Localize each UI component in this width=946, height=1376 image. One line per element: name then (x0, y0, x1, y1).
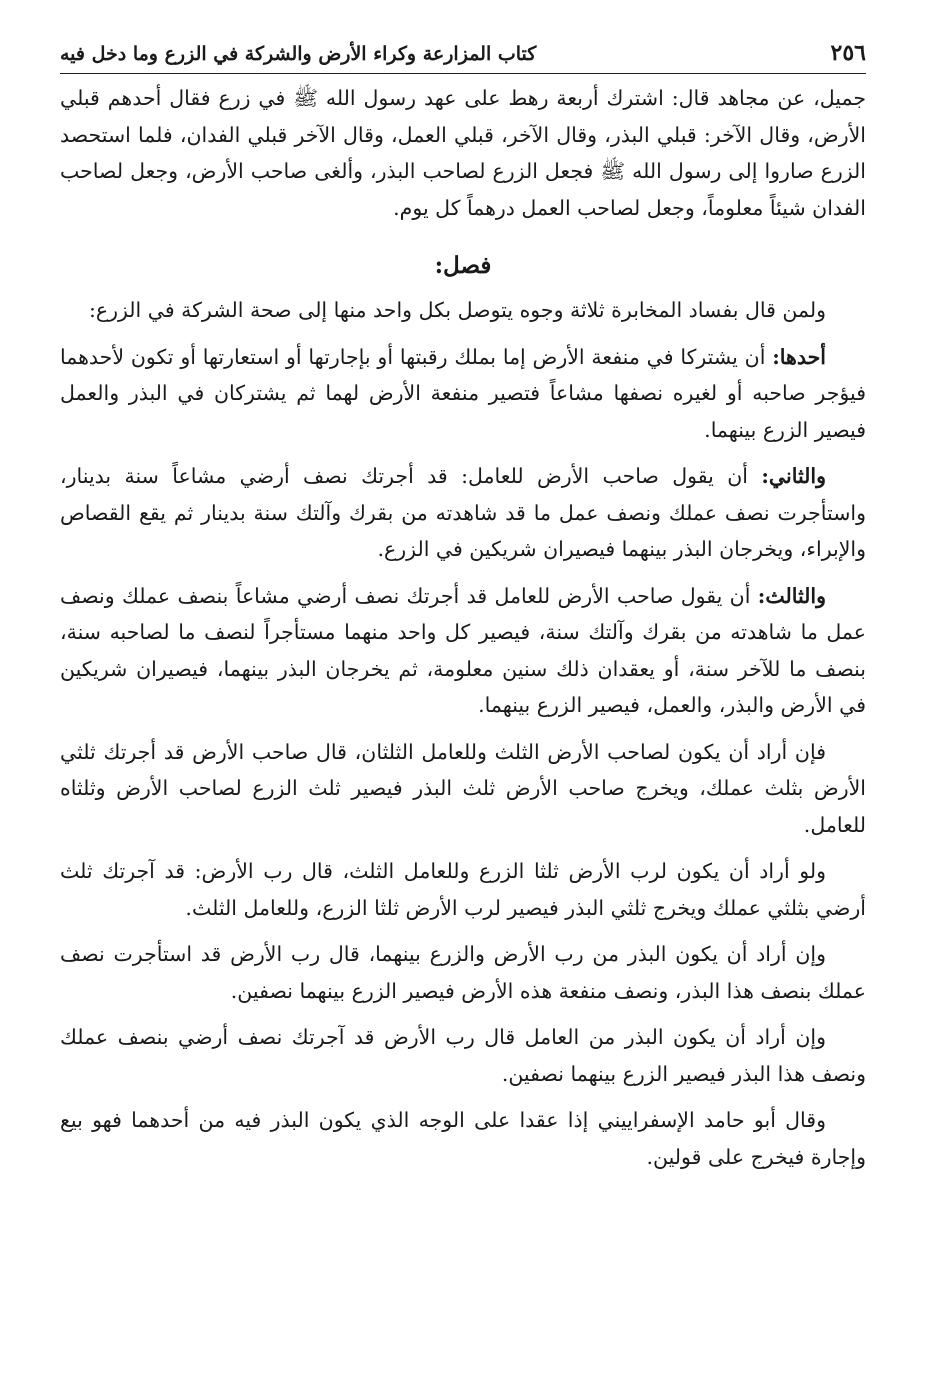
paragraph-intro: ولمن قال بفساد المخابرة ثلاثة وجوه يتوصل بكل واحد منها إلى صحة الشركة في الزرع: (88, 298, 826, 322)
second-way-lead: والثاني: (761, 464, 826, 488)
running-title: كتاب المزارعة وكراء الأرض والشركة في الزرع وما دخل فيه (60, 43, 537, 65)
first-way-text: أن يشتركا في منفعة الأرض إما بملك رقبتها أو بإجارتها أو استعارتها أو تكون لأحدهما فيؤجر صاحبه أو لغيره نصفها مشاعاً فتصير منفعة الأرض لهما ثم يشتركان في البذر والعمل فيصير الزرع بينهما. (60, 344, 866, 442)
paragraph-abu-hamid: وقال أبو حامد الإسفراييني إذا عقدا على الوجه الذي يكون البذر فيه من أحدهما فهو بيع وإجارة فيخرج على قولين. (60, 1108, 866, 1169)
paragraph-two-thirds: ولو أراد أن يكون لرب الأرض ثلثا الزرع وللعامل الثلث، قال رب الأرض: قد آجرتك ثلث أرضي بثلثي عملك ويخرج ثلثي البذر فيصير لرب الأرض ثلثا الزرع، وللعامل الثلث. (60, 859, 866, 920)
section-heading: فصل: (434, 252, 492, 279)
paragraph-seed-from-owner: وإن أراد أن يكون البذر من رب الأرض والزرع بينهما، قال رب الأرض قد استأجرت نصف عملك بنصف هذا البذر، ونصف منفعة هذه الأرض فيصير الزرع بينهما نصفين. (60, 942, 866, 1003)
paragraph-seed-from-worker: وإن أراد أن يكون البذر من العامل قال رب الأرض قد آجرتك نصف أرضي بنصف عملك ونصف هذا البذر فيصير الزرع بينهما نصفين. (60, 1025, 866, 1086)
first-way-lead: أحدها: (772, 344, 826, 369)
book-page (60, 38, 866, 1175)
paragraph-hadith-continuation: جميل، عن مجاهد قال: اشترك أربعة رهط على عهد رسول الله ﷺ في زرع فقال أحدهم قبلي الأرض، وقال الآخر: قبلي البذر، وقال الآخر، قبلي العمل، وقال الآخر قبلي الفدان، فلما استحصد الزرع صاروا إلى رسول الله ﷺ فجعل الزرع لصاحب البذر، وألغى صاحب الأرض، وجعل لصاحب الفدان شيئاً معلوماً، وجعل لصاحب العمل درهماً كل يوم. (60, 86, 866, 220)
third-way-text: أن يقول صاحب الأرض للعامل قد أجرتك نصف أرضي مشاعاً بنصف عملك ونصف عمل ما شاهدته من بقرك وآلتك سنة، فيصير كل واحد منهما مستأجراً لنصف ما لصاحبه سنة، بنصف ما للآخر سنة، أو يعقدان ذلك سنين معلومة، ثم يخرجان البذر بينهما، فيصيران شريكين في الأرض والبذر، والعمل، فيصير الزرع بينهما. (60, 583, 866, 717)
paragraph-third-way (60, 578, 866, 724)
paragraph-one-third: فإن أراد أن يكون لصاحب الأرض الثلث وللعامل الثلثان، قال صاحب الأرض قد أجرتك ثلثي الأرض بثلث عملك، ويخرج صاحب الأرض ثلث البذر فيصير ثلث الزرع لصاحب الأرض وثلثاه للعامل. (60, 739, 866, 837)
page-number: ٢٥٦ (830, 40, 866, 66)
body-text (60, 80, 866, 1175)
paragraph-second-way (60, 458, 866, 568)
second-way-text: أن يقول صاحب الأرض للعامل: قد أجرتك نصف أرضي مشاعاً سنة بدينار، واستأجرت نصف عملك ونصف عمل ما قد شاهدته من بقرك وآلتك سنة بدينار ثم يقع القصاص والإبراء، ويخرجان البذر بينهما فيصيران شريكين في الزرع. (60, 464, 866, 561)
running-header (60, 38, 866, 74)
paragraph-first-way (60, 339, 866, 449)
third-way-lead: والثالث: (757, 583, 826, 608)
